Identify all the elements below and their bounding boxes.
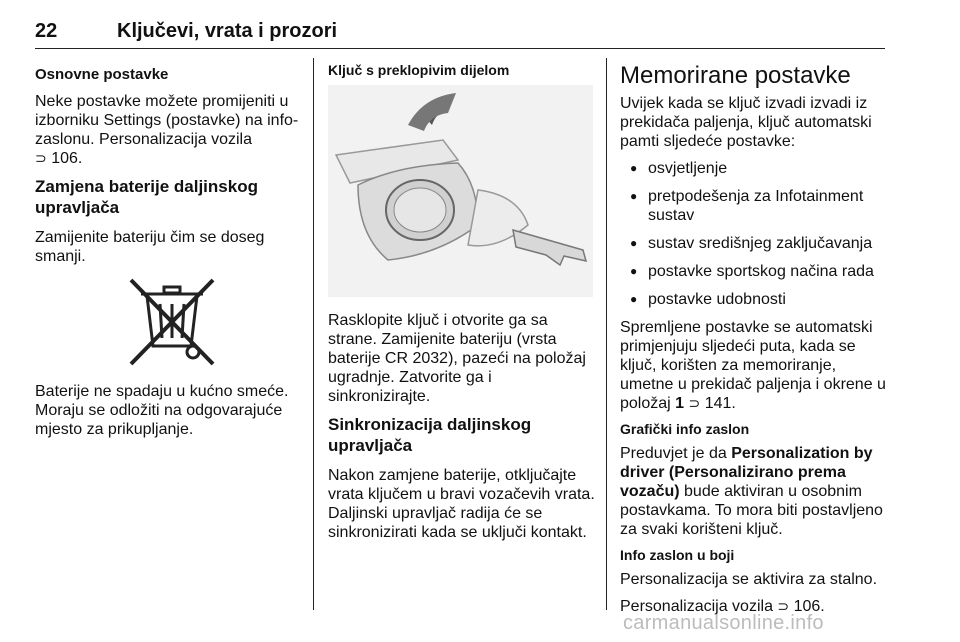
column-left — [35, 62, 300, 447]
list-item: ● postavke sportskog načina rada — [620, 262, 888, 281]
paragraph-text: Neke postavke možete promijeniti u izborniku Settings (postavke) na info-zaslonu. Personalizacija vozila — [35, 93, 299, 148]
paragraph: Zamijenite bateriju čim se doseg smanji. — [35, 229, 265, 265]
column-divider — [313, 58, 314, 610]
page-reference[interactable]: 141. — [704, 395, 736, 412]
list-item: ● osvjetljenje — [620, 159, 888, 178]
page-title: Ključevi, vrata i prozori — [117, 20, 338, 42]
column-divider — [606, 58, 607, 610]
list-item: ● pretpodešenja za Infotainment sustav — [620, 187, 888, 225]
page-reference[interactable]: 106. — [51, 150, 83, 167]
list-item: ● sustav središnjeg zaključavanja — [620, 234, 888, 253]
key-battery-illustration — [328, 85, 593, 297]
section-heading: Osnovne postavke — [35, 66, 169, 83]
section-heading: Zamjena baterije daljinskog upravljača — [35, 177, 258, 217]
subheading: Grafički info zaslon — [620, 421, 750, 437]
page-number: 22 — [35, 20, 58, 42]
paragraph-text: Preduvjet je da — [620, 445, 727, 462]
crossed-out-bin-icon — [117, 274, 227, 368]
paragraph: Personalizacija se aktivira za stalno. — [620, 571, 878, 588]
watermark: carmanualsonline.info — [623, 612, 824, 634]
setting-name: Personalization by driver (Personalizirano prema vozaču) — [620, 445, 873, 500]
column-right — [620, 62, 888, 624]
paragraph: Rasklopite ključ i otvorite ga sa strane. Zamijenite bateriju (vrsta baterije CR 2032), pazeći na položaj ugradnje. Zatvorite ga i sinkronizirajte. — [328, 312, 586, 405]
paragraph: Uvijek kada se ključ izvadi izvadi iz prekidača paljenja, ključ automatski pamti sljedeće postavke: — [620, 95, 872, 150]
subheading: Info zaslon u boji — [620, 547, 735, 563]
paragraph — [620, 318, 888, 413]
paragraph: Baterije ne spadaju u kućno smeće. Moraju se odložiti na odgovarajuće mjesto za prikupljanje. — [35, 383, 289, 438]
paragraph-text: Personalizacija vozila — [620, 598, 773, 615]
paragraph: Nakon zamjene baterije, otključajte vrata ključem u bravi vozačevih vrata. Daljinski upravljač radija će se sinkronizirati kada se uključi kontakt. — [328, 467, 595, 541]
cross-reference-icon: ⊃ — [35, 150, 47, 166]
page-reference[interactable]: 106. — [793, 598, 825, 615]
page-header — [35, 18, 885, 49]
section-heading: Memorirane postavke — [620, 62, 851, 89]
paragraph-text: Spremljene postavke se automatski primjenjuju sljedeći puta, kada se ključ, korišten za memoriranje, umetne u prekidač paljenja i okrene u položaj — [620, 319, 886, 412]
paragraph — [620, 444, 888, 539]
cross-reference-icon: ⊃ — [777, 598, 790, 614]
position-label: 1 — [675, 395, 685, 412]
column-middle — [328, 62, 596, 550]
paragraph-text: bude aktiviran u osobnim postavkama. To mora biti postavljeno za svaki korišteni ključ. — [620, 483, 883, 538]
cross-reference-icon: ⊃ — [688, 395, 701, 411]
list-item: ● postavke udobnosti — [620, 290, 888, 309]
section-heading: Sinkronizacija daljinskog upravljača — [328, 415, 532, 455]
section-heading: Ključ s preklopivim dijelom — [328, 62, 510, 78]
settings-list — [620, 159, 888, 309]
paragraph — [35, 92, 300, 168]
